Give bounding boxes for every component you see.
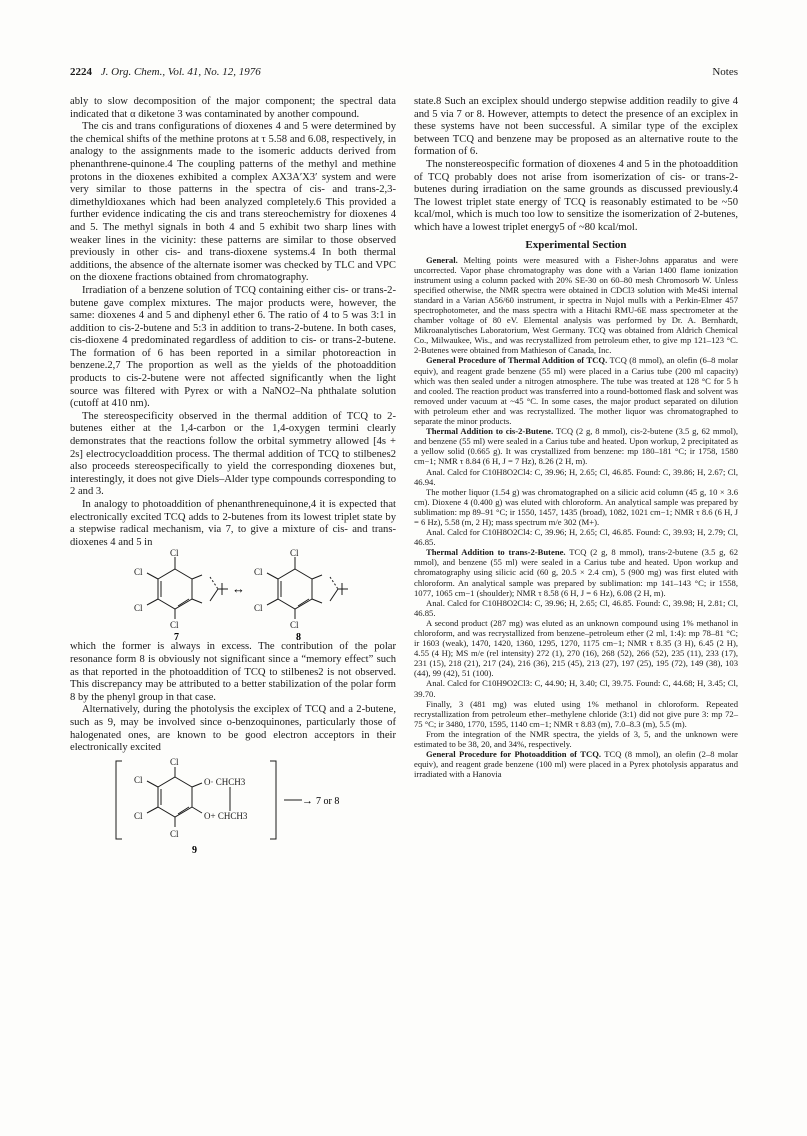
cl-label: Cl [134,567,143,578]
page-number: 2224 [70,66,92,78]
run-in-heading: General. [426,254,458,265]
run-in-heading: General Procedure for Photoaddition of TCQ. [426,749,602,760]
paragraph: General. Melting points were measured with a Fisher-Johns apparatus and were uncorrected. Vapor phase chromatography was done with a Varian 1400 flame ionization instrument using a column packed with 20% SE-30 on 60–80 mesh Chromosorb W. Unless specified otherwise, the NMR spectra were obtained in CDCl3 solution with Me4Si internal standard in a Varian A56/60 instrument, ir spectra in Nujol mulls with a Perkin-Elmer 457 spectrophotometer, and the mass spectra with a Hitachi RMU-6E mass spectrometer at the chamber voltage of 80 eV. Elemental analysis was performed by Dr. A. Bernhardt, Mikroanalytisches Laboratorium, West Germany. TCQ was obtained from Aldrich Chemical Co., Milwaukee, Wis., and was recrystallized from petroleum ether, to give mp 121–123 °C. 2-Butenes were obtained from Mathieson of Canada, Inc. [414,254,739,356]
paragraph: Anal. Calcd for C10H8O2Cl4: C, 39.96; H, 2.65; Cl, 46.85. Found: C, 39.93; H, 2.79; Cl, 46.85. [414,527,738,548]
exciplex-bottom-label: O+ CHCH3 [204,810,248,821]
running-header [70,66,738,82]
paragraph: Finally, 3 (481 mg) was eluted using 1% methanol in chloroform. Repeated recrystallization from petroleum ether–methylene chloride (3:1) did not give pure 3: mp 72–75 °C; ir 3480, 1770, 1595, 1140 cm−1; NMR τ 8.83 (m), 7.0–8.3 (m), 5.5 (m). [414,698,738,729]
resonance-structures-figure [70,549,396,641]
paragraph: Irradiation of a benzene solution of TCQ containing either cis- or trans-2-butene gave complex mixtures. The major products were, however, the same: dioxenes 4 and 5 and diphenyl ether 6. The ratio of 4 to 5 was 3:1 in addition to cis-2-butene and 5:3 in addition to trans-2-butene. In both cases, cis-dioxene 4 predominated regardless of addition to cis- or trans-2-butene. The formation of 6 has been reported in a similar photoreaction in benzene.2,7 The proportion as well as the yields of the photoaddition products to cis-2-butene were not affected significantly when the light source was filtered with Pyrex or with a NaNO2–Na phthalate solution (cutoff at 410 nm). [70,284,396,410]
paragraph: Anal. Calcd for C10H9O2Cl3: C, 44.90; H, 3.40; Cl, 39.75. Found: C, 44.68; H, 3.45; Cl, 39.70. [414,678,738,699]
run-in-heading: Thermal Addition to cis-2-Butene. [426,426,554,437]
cl-label: Cl [170,756,179,767]
cl-label: Cl [254,603,263,614]
section-heading: Experimental Section [525,238,627,251]
reaction-arrow: → [302,794,313,807]
section-name: Notes [712,66,738,78]
compound-label-7: 7 [174,632,179,642]
paragraph: Anal. Calcd for C10H8O2Cl4: C, 39.96; H, 2.65; Cl, 46.85. Found: C, 39.86; H, 2.67; Cl, 46.94. [414,466,738,487]
cl-label: Cl [254,567,263,578]
cl-label: Cl [134,774,143,785]
paragraph: In analogy to photoaddition of phenanthrenequinone,4 it is expected that electronically excited TCQ adds to 2-butenes from its lowest triplet state by a stepwise radical mechanism, via 7, to give a mixture of cis- and trans-dioxenes 4 and 5 in [70,499,396,548]
exciplex-figure [70,755,396,855]
journal-citation: J. Org. Chem., Vol. 41, No. 12, 1976 [100,66,261,78]
structure-9 [70,755,396,855]
paragraph: A second product (287 mg) was eluted as an unknown compound using 1% methanol in chloroform, and was recrystallized from benzene–petroleum ether (2 ml, 1:4): mp 78–81 °C; ir 1603 (weak), 1470, 1420, 1360, 1295, 1270, 1175 cm−1; NMR τ 8.35 (3 H), 6.45 (2 H), 4.55 (4 H); MS m/e (rel intensity) 272 (1), 270 (16), 268 (52), 266 (52), 235 (11), 233 (17), 231 (15), 218 (21), 217 (24), 216 (36), 215 (45), 213 (27), 197 (25), 195 (72), 149 (38), 103 (44), 99 (42), 51 (100). [414,617,738,679]
paragraph: From the integration of the NMR spectra, the yields of 3, 5, and the unknown were estimated to be 38, 20, and 34%, respectively. [414,728,738,750]
cl-label: Cl [290,620,299,631]
paragraph: state.8 Such an exciplex should undergo stepwise addition readily to give 4 and 5 via 7 or 8. However, attempts to detect the presence of an exciplex in these systems have not been successful. A similar type of the exciplex between TCQ and benzene may be proposed as an alternative route to the formation of 6. [414,96,738,158]
compound-label-8: 8 [296,632,301,642]
left-column [70,96,396,855]
compound-label-9: 9 [192,844,197,855]
cl-label: Cl [134,810,143,821]
paragraph: The nonstereospecific formation of dioxenes 4 and 5 in the photoaddition of TCQ probably does not arise from isomerization of cis- or trans-2-butenes during irradiation on the same grounds as discussed previously.4 The lowest triplet state energy of TCQ is reasonably estimated to be ~50 kcal/mol, which is much too low to sensitize the isomerization of 2-butenes, which have a lowest triplet energy5 of ~80 kcal/mol. [414,158,738,233]
reaction-target: 7 or 8 [316,795,340,807]
paragraph: The cis and trans configurations of dioxenes 4 and 5 were determined by the chemical shifts of the methine protons at τ 5.58 and 6.08, respectively, in analogy to the assignments made to the isomeric adducts derived from phenanthrene-quinone.4 The coupling patterns of the methyl and methine protons in the dioxenes exhibited a complex AX3A′X3′ system and were very similar to those patterns in the spectra of cis- and trans-2,3-dimethyldioxanes which had been analyzed completely.6 This provided a further evidence indicating the cis and trans stereochemistry for dioxenes 4 and 5. The methyl signals in both 4 and 5 exhibit two sharp lines with weaker lines in the vicinity: these patterns are similar to those observed previously in other cis- and trans-dioxene systems.4 In both thermal additions, the absence of the alternate isomer was checked by TLC and VPC on the dioxene fractions obtained from chromatography. [70,121,396,284]
paragraph: which the former is always in excess. The contribution of the polar resonance form 8 is obviously not significant since a “memory effect” such as that reported in the photoaddition of TCQ to stilbenes2 is not observed. This discrepancy may be attributed to a better stabilization of the polar form 8 by the phenyl group in that case. [70,641,396,703]
right-column [414,96,738,779]
run-in-heading: Thermal Addition to trans-2-Butene. [426,547,566,558]
paragraph: Thermal Addition to trans-2-Butene. TCQ (2 g, 8 mmol), trans-2-butene (3.5 g, 62 mmol), and benzene (55 ml) were sealed in a Carius tube and heated. Upon workup and chromatography using silicic acid (60 g, 20.5 × 2.4 cm), 5 (900 mg) was first eluted with chloroform. An analytical sample was prepared by sublimation: mp 141–143 °C; ir 1558, 1077, 1065 cm−1 (shoulder); NMR τ 8.58 (6 H, J = 6 Hz), 6.08 (2 H, m). [414,547,738,598]
cl-label: Cl [170,620,179,631]
paragraph: ably to slow decomposition of the major component; the spectral data indicated that α diketone 3 was contaminated by another compound. [70,96,396,120]
exciplex-top-label: O· CHCH3 [204,776,246,787]
structures-7-8 [70,549,396,641]
paragraph: Anal. Calcd for C10H8O2Cl4: C, 39.96; H, 2.65; Cl, 46.85. Found: C, 39.98; H, 2.81; Cl, 46.85. [414,597,738,618]
paragraph: The stereospecificity observed in the thermal addition of TCQ to 2-butenes either at the 1,4-carbon or the 1,4-oxygen termini clearly demonstrates that the reactions follow the orbital symmetry allowed [4s + 2s] electrocycloaddition process. The thermal addition of TCQ to stilbenes2 also proceeds stereospecifically to yield the corresponding dioxenes but, interestingly, it does not give Diels–Alder type compounds corresponding to 2 and 3. [70,410,396,498]
run-in-heading: General Procedure of Thermal Addition of TCQ. [426,355,608,366]
cl-label: Cl [170,549,179,559]
paragraph: The mother liquor (1.54 g) was chromatographed on a silicic acid column (45 g, 10 × 3.6 cm). Dioxene 4 (0.400 g) was eluted with chloroform. An analytical sample was prepared by sublimation: mp 89–91 °C; ir 1550, 1457, 1435 (broad), 1082, 1021 cm−1; NMR τ 8.6 (6 H, J = 6 Hz), 5.58 (m, 2 H); mass spectrum m/e 302 (M+). [414,486,738,527]
cl-label: Cl [290,549,299,559]
experimental-text [414,255,738,780]
resonance-arrow: ↔ [232,581,245,597]
paragraph: General Procedure of Thermal Addition of TCQ. TCQ (8 mmol), an olefin (6–8 molar equiv), and reagent grade benzene (55 ml) were placed in a Carius tube (200 ml capacity) which was then sealed under a nitrogen atmosphere. The tube was treated at 128 °C for 5 h and cooled. The reaction product was transferred into a round-bottomed flask and solvent was removed under vacuum at ~45 °C. In some cases, the major product separated on dilution with petroleum ether and was recrystallized. The mother liquor was chromatographed to separate the minor products. [414,355,738,427]
cl-label: Cl [134,603,143,614]
paragraph: General Procedure for Photoaddition of TCQ. TCQ (8 mmol), an olefin (2–8 molar equiv), and reagent grade benzene (100 ml) were placed in a Pyrex photolysis apparatus and irradiated with a Hanovia [414,749,738,780]
paragraph: Thermal Addition to cis-2-Butene. TCQ (2 g, 8 mmol), cis-2-butene (3.5 g, 62 mmol), and benzene (55 ml) were sealed in a Carius tube and heated. Upon workup, 2 precipitated as a yellow solid (0.665 g). It was crystallized from benzene: mp 180–181 °C; ir 1758, 1580 cm−1; NMR τ 8.84 (6 H, J = 7 Hz), 8.26 (2 H, m). [414,426,738,467]
cl-label: Cl [170,828,179,839]
paragraph: Alternatively, during the photolysis the exciplex of TCQ and a 2-butene, such as 9, may be involved since o-benzoquinones, particularly those of halogenated ones, are known to be good electron acceptors in their electronically excited [70,704,396,754]
